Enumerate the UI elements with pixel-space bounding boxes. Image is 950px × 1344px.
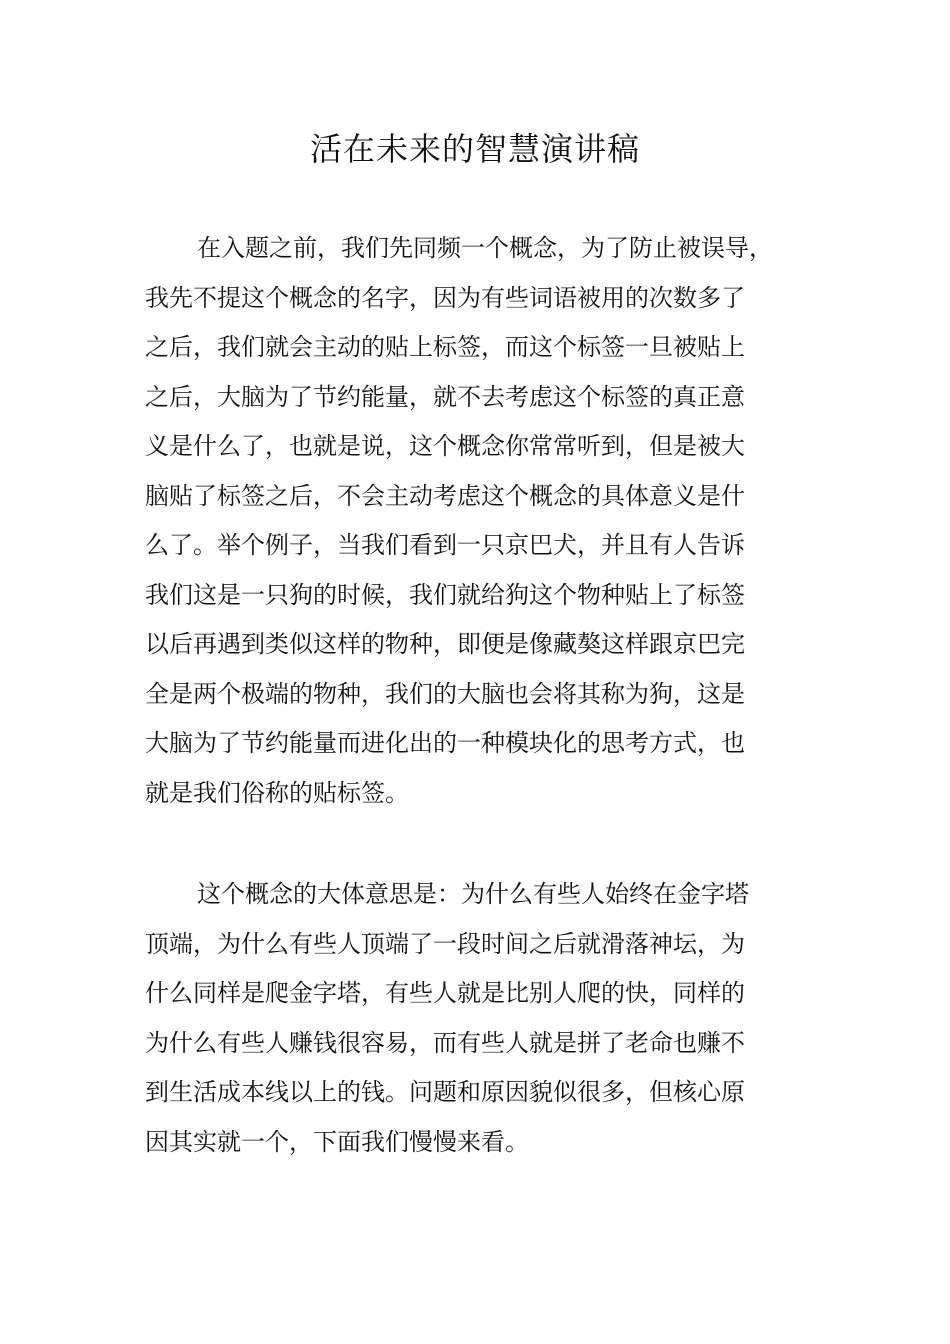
paragraph-line: 义是什么了，也就是说，这个概念你常常听到，但是被大 — [145, 432, 745, 460]
paragraph-line: 之后，大脑为了节约能量，就不去考虑这个标签的真正意 — [145, 382, 745, 411]
paragraph-line: 我们这是一只狗的时候，我们就给狗这个物种贴上了标签 — [145, 580, 745, 609]
paragraph-2 — [145, 870, 825, 1167]
paragraph-line: 什么同样是爬金字塔，有些人就是比别人爬的快，同样的 — [145, 979, 745, 1007]
paragraph-line: 到生活成本线以上的钱。问题和原因貌似很多，但核心原 — [145, 1078, 745, 1106]
paragraph-line: 因其实就一个，下面我们慢慢来看。 — [145, 1127, 529, 1156]
paragraph-line: 全是两个极端的物种，我们的大脑也会将其称为狗，这是 — [145, 679, 745, 708]
paragraph-line: 我先不提这个概念的名字，因为有些词语被用的次数多了 — [145, 283, 745, 312]
paragraph-line: 就是我们俗称的贴标签。 — [145, 778, 409, 807]
paragraph-line: 大脑为了节约能量而进化出的一种模块化的思考方式，也 — [145, 729, 745, 757]
document-title: 活在未来的智慧演讲稿 — [309, 130, 640, 168]
paragraph-line: 么了。举个例子，当我们看到一只京巴犬，并且有人告诉 — [145, 531, 745, 559]
paragraph-line: 之后，我们就会主动的贴上标签，而这个标签一旦被贴上 — [145, 333, 745, 361]
paragraph-line: 为什么有些人赚钱很容易，而有些人就是拼了老命也赚不 — [145, 1028, 745, 1057]
paragraph-line: 这个概念的大体意思是：为什么有些人始终在金字塔 — [197, 880, 749, 908]
paragraph-line: 以后再遇到类似这样的物种，即便是像藏獒这样跟京巴完 — [145, 630, 745, 658]
paragraph-line: 顶端，为什么有些人顶端了一段时间之后就滑落神坛，为 — [145, 929, 745, 958]
paragraph-1 — [145, 224, 825, 818]
paragraph-line: 在入题之前，我们先同频一个概念，为了防止被误导， — [197, 234, 773, 262]
paragraph-line: 脑贴了标签之后，不会主动考虑这个概念的具体意义是什 — [145, 481, 745, 510]
